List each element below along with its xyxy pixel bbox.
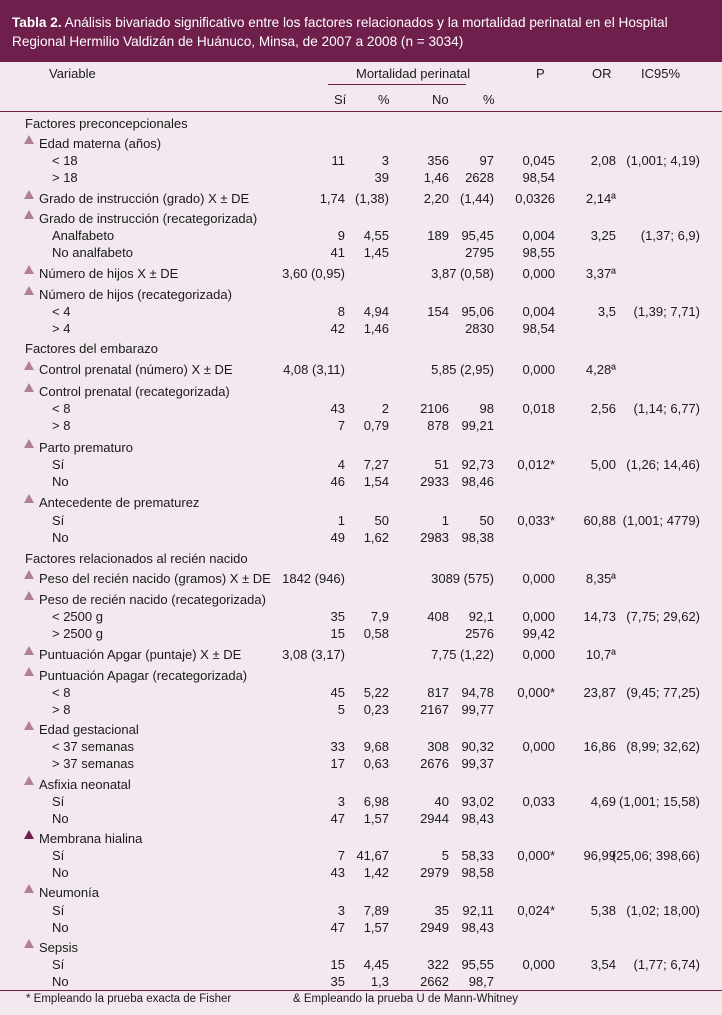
row-label: No analfabeto [52, 245, 133, 260]
cell-si: 1 [337, 513, 345, 528]
cell-no: 189 [427, 228, 449, 243]
cell-pct2: 3089 (575) [431, 571, 494, 586]
cell-p: 0,004 [522, 304, 555, 319]
cell-si: 5 [337, 702, 345, 717]
col-header-si: Sí [334, 92, 347, 107]
table-row [0, 847, 722, 864]
cell-pct1: 1,57 [363, 920, 389, 935]
cell-si: 7 [337, 848, 345, 863]
category-row [0, 591, 722, 608]
row-label: Grado de instrucción (grado) X ± DE [39, 191, 250, 206]
triangle-marker-icon [24, 830, 34, 839]
table-row [0, 227, 722, 244]
cell-ic: (1,26; 14,46) [626, 457, 700, 472]
category-row [0, 383, 722, 400]
cell-pct1: 0,79 [363, 418, 389, 433]
cell-ic: (1,001; 4779) [622, 513, 700, 528]
cell-pct1: 2 [381, 401, 389, 416]
section-row [0, 340, 722, 357]
row-label: Membrana hialina [39, 831, 143, 846]
col-header-ic: IC95% [641, 66, 681, 81]
cell-pct2: 98,43 [461, 811, 494, 826]
cell-si: 42 [330, 321, 345, 336]
col-header-p: P [536, 66, 545, 81]
cell-ic: (25,06; 398,66) [611, 848, 700, 863]
triangle-marker-icon [24, 286, 34, 295]
cell-no: 408 [427, 609, 449, 624]
cell-pct2: 95,06 [461, 304, 494, 319]
cell-si: 47 [330, 920, 345, 935]
cell-p: 0,000* [517, 848, 555, 863]
triangle-marker-icon [24, 210, 34, 219]
cell-si: 9 [337, 228, 345, 243]
cell-p: 0,033* [517, 513, 555, 528]
table-row [0, 320, 722, 337]
cell-si: 3 [337, 794, 345, 809]
row-label: Factores relacionados al recién nacido [25, 551, 248, 566]
row-label: No [52, 974, 69, 989]
cell-pct2: 95,45 [461, 228, 494, 243]
row-label: Sí [52, 513, 65, 528]
cell-or: 8,35ª [585, 571, 616, 586]
cell-ic: (1,37; 6,9) [640, 228, 700, 243]
cell-pct2: 98,58 [461, 865, 494, 880]
row-label: Antecedente de prematurez [39, 495, 200, 510]
cell-pct1: 9,68 [363, 739, 389, 754]
row-label: No [52, 474, 69, 489]
triangle-marker-icon [24, 721, 34, 730]
cell-ic: (7,75; 29,62) [626, 609, 700, 624]
cell-pct1: 7,27 [363, 457, 389, 472]
cell-pct2: 2830 [465, 321, 494, 336]
row-label: < 2500 g [52, 609, 103, 624]
category-row [0, 721, 722, 738]
category-row [0, 210, 722, 227]
cell-pct2: 7,75 (1,22) [431, 647, 494, 662]
row-label: Sepsis [39, 940, 79, 955]
cell-pct1: 6,98 [363, 794, 389, 809]
cell-pct1: 1,46 [363, 321, 389, 336]
cell-p: 0,000 [522, 266, 555, 281]
category-row [0, 939, 722, 956]
cell-si: 41 [330, 245, 345, 260]
category-row [0, 361, 722, 378]
row-label: Sí [52, 794, 65, 809]
row-label: Factores preconcepcionales [25, 116, 188, 131]
cell-pct1: (1,38) [355, 191, 389, 206]
triangle-marker-icon [24, 591, 34, 600]
cell-p: 0,0326 [515, 191, 555, 206]
cell-pct1: 4,45 [363, 957, 389, 972]
category-row [0, 135, 722, 152]
cell-p: 99,42 [522, 626, 555, 641]
table-row [0, 919, 722, 936]
row-label: Analfabeto [52, 228, 115, 243]
cell-or: 10,7ª [585, 647, 616, 662]
cell-no: 356 [427, 153, 449, 168]
table-row [0, 456, 722, 473]
cell-no: 2,20 [423, 191, 449, 206]
row-label: > 8 [52, 418, 71, 433]
cell-si: 43 [330, 401, 345, 416]
cell-pct2: 94,78 [461, 685, 494, 700]
row-label: Control prenatal (número) X ± DE [39, 362, 233, 377]
triangle-marker-icon [24, 190, 34, 199]
cell-si: 43 [330, 865, 345, 880]
col-header-pct-si: % [378, 92, 390, 107]
cell-si: 4,08 (3,11) [283, 362, 345, 377]
cell-no: 51 [434, 457, 449, 472]
row-label: Edad materna (años) [39, 136, 162, 151]
row-label: > 4 [52, 321, 71, 336]
cell-p: 0,000* [517, 685, 555, 700]
cell-si: 7 [337, 418, 345, 433]
cell-pct1: 1,57 [363, 811, 389, 826]
cell-or: 2,08 [590, 153, 616, 168]
row-label: < 37 semanas [52, 739, 135, 754]
cell-pct2: 3,87 (0,58) [431, 266, 494, 281]
cell-p: 0,033 [522, 794, 555, 809]
cell-pct1: 39 [374, 170, 389, 185]
cell-or: 4,69 [590, 794, 616, 809]
row-label: > 18 [52, 170, 78, 185]
cell-p: 0,045 [522, 153, 555, 168]
cell-or: 96,99 [583, 848, 616, 863]
cell-pct2: 98 [479, 401, 494, 416]
table-row [0, 956, 722, 973]
table-row [0, 701, 722, 718]
cell-pct2: 99,37 [461, 756, 494, 771]
table-row [0, 244, 722, 261]
cell-no: 154 [427, 304, 449, 319]
cell-no: 1,46 [423, 170, 449, 185]
triangle-marker-icon [24, 383, 34, 392]
cell-no: 40 [434, 794, 449, 809]
cell-si: 3 [337, 903, 345, 918]
cell-p: 0,024* [517, 903, 555, 918]
col-header-pct-no: % [483, 92, 495, 107]
cell-si: 35 [330, 609, 345, 624]
cell-pct2: 2795 [465, 245, 494, 260]
cell-si: 3,08 (3,17) [282, 647, 345, 662]
category-row [0, 884, 722, 901]
cell-si: 17 [330, 756, 345, 771]
category-row [0, 265, 722, 282]
cell-pct1: 3 [381, 153, 389, 168]
table-row [0, 755, 722, 772]
cell-pct1: 0,58 [363, 626, 389, 641]
triangle-marker-icon [24, 265, 34, 274]
row-label: Grado de instrucción (recategorizada) [39, 211, 258, 226]
cell-or: 60,88 [583, 513, 616, 528]
triangle-marker-icon [24, 939, 34, 948]
table-row [0, 473, 722, 490]
row-label: > 2500 g [52, 626, 103, 641]
cell-si: 33 [330, 739, 345, 754]
table-row [0, 793, 722, 810]
cell-pct2: 90,32 [461, 739, 494, 754]
cell-si: 1,74 [319, 191, 345, 206]
col-header-variable: Variable [49, 66, 96, 81]
cell-no: 878 [427, 418, 449, 433]
row-label: Sí [52, 957, 65, 972]
category-row [0, 494, 722, 511]
cell-p: 98,54 [522, 170, 555, 185]
row-label: Sí [52, 457, 65, 472]
triangle-marker-icon [24, 776, 34, 785]
row-label: < 4 [52, 304, 71, 319]
triangle-marker-icon [24, 884, 34, 893]
table-row [0, 973, 722, 990]
cell-pct2: 98,43 [461, 920, 494, 935]
row-label: Peso de recién nacido (recategorizada) [39, 592, 266, 607]
cell-ic: (1,001; 15,58) [619, 794, 700, 809]
cell-si: 15 [330, 957, 345, 972]
triangle-marker-icon [24, 361, 34, 370]
cell-si: 45 [330, 685, 345, 700]
cell-no: 2662 [420, 974, 449, 989]
cell-pct2: 93,02 [461, 794, 494, 809]
cell-ic: (1,02; 18,00) [626, 903, 700, 918]
cell-no: 2983 [420, 530, 449, 545]
cell-or: 2,56 [590, 401, 616, 416]
table-row [0, 625, 722, 642]
cell-p: 98,54 [522, 321, 555, 336]
cell-no: 2676 [420, 756, 449, 771]
cell-or: 14,73 [583, 609, 616, 624]
table-row [0, 512, 722, 529]
triangle-marker-icon [24, 646, 34, 655]
cell-pct2: 98,38 [461, 530, 494, 545]
col-header-group: Mortalidad perinatal [356, 66, 471, 81]
category-row [0, 667, 722, 684]
cell-no: 2106 [420, 401, 449, 416]
row-label: Número de hijos (recategorizada) [39, 287, 232, 302]
row-label: Puntuación Apgar (puntaje) X ± DE [39, 647, 242, 662]
table-row [0, 864, 722, 881]
triangle-marker-icon [24, 494, 34, 503]
cell-no: 308 [427, 739, 449, 754]
category-row [0, 776, 722, 793]
row-label: Sí [52, 903, 65, 918]
cell-pct2: 92,73 [461, 457, 494, 472]
cell-no: 1 [441, 513, 449, 528]
cell-pct2: 92,1 [468, 609, 494, 624]
row-label: Puntuación Apagar (recategorizada) [39, 668, 248, 683]
cell-si: 8 [337, 304, 345, 319]
cell-pct1: 4,94 [363, 304, 389, 319]
row-label: Asfixia neonatal [39, 777, 131, 792]
cell-pct2: 50 [479, 513, 494, 528]
cell-or: 3,25 [590, 228, 616, 243]
table-row [0, 169, 722, 186]
table-row [0, 810, 722, 827]
cell-pct1: 50 [374, 513, 389, 528]
cell-si: 11 [331, 153, 345, 168]
triangle-marker-icon [24, 135, 34, 144]
cell-pct1: 7,9 [370, 609, 389, 624]
row-label: No [52, 530, 69, 545]
row-label: < 8 [52, 401, 71, 416]
category-row [0, 286, 722, 303]
row-label: Factores del embarazo [25, 341, 158, 356]
cell-si: 4 [337, 457, 345, 472]
cell-si: 49 [330, 530, 345, 545]
cell-pct1: 1,54 [363, 474, 389, 489]
row-label: No [52, 811, 69, 826]
cell-or: 3,37ª [585, 266, 616, 281]
category-row [0, 190, 722, 207]
cell-pct2: 92,11 [462, 903, 494, 918]
cell-pct1: 1,3 [370, 974, 389, 989]
cell-pct1: 5,22 [363, 685, 389, 700]
cell-or: 3,5 [597, 304, 616, 319]
cell-pct2: 98,7 [468, 974, 494, 989]
cell-no: 2944 [420, 811, 449, 826]
cell-si: 46 [330, 474, 345, 489]
cell-ic: (8,99; 32,62) [626, 739, 700, 754]
row-label: Sí [52, 848, 65, 863]
cell-no: 817 [427, 685, 449, 700]
cell-p: 0,000 [522, 647, 555, 662]
table-row [0, 684, 722, 701]
cell-ic: (1,39; 7,71) [633, 304, 700, 319]
cell-pct1: 1,45 [363, 245, 389, 260]
cell-or: 4,28ª [585, 362, 616, 377]
cell-no: 2167 [420, 702, 449, 717]
table-row [0, 529, 722, 546]
cell-p: 0,000 [522, 571, 555, 586]
cell-p: 0,012* [517, 457, 555, 472]
footnote-mann-whitney: & Empleando la prueba U de Mann-Whitney [293, 993, 519, 1005]
cell-p: 0,000 [522, 739, 555, 754]
row-label: < 8 [52, 685, 71, 700]
cell-pct2: 97 [479, 153, 494, 168]
row-label: > 8 [52, 702, 71, 717]
cell-pct1: 41,67 [356, 848, 389, 863]
cell-ic: (1,001; 4,19) [626, 153, 700, 168]
cell-p: 98,55 [522, 245, 555, 260]
section-row [0, 115, 722, 132]
cell-no: 5 [441, 848, 449, 863]
cell-no: 35 [434, 903, 449, 918]
table-row [0, 902, 722, 919]
cell-pct2: 5,85 (2,95) [431, 362, 494, 377]
category-row [0, 646, 722, 663]
cell-or: 2,14ª [585, 191, 616, 206]
col-header-or: OR [592, 66, 612, 81]
cell-pct2: 2628 [465, 170, 494, 185]
cell-p: 0,004 [522, 228, 555, 243]
footnote-fisher: * Empleando la prueba exacta de Fisher [26, 993, 232, 1005]
cell-ic: (1,77; 6,74) [633, 957, 700, 972]
cell-pct2: 58,33 [461, 848, 494, 863]
row-label: Edad gestacional [39, 722, 139, 737]
table-row [0, 738, 722, 755]
category-row [0, 439, 722, 456]
table-row [0, 417, 722, 434]
table-row [0, 152, 722, 169]
section-row [0, 550, 722, 567]
cell-si: 15 [330, 626, 345, 641]
cell-pct2: 99,77 [461, 702, 494, 717]
cell-pct1: 7,89 [363, 903, 389, 918]
table-row [0, 400, 722, 417]
cell-pct1: 0,23 [363, 702, 389, 717]
triangle-marker-icon [24, 667, 34, 676]
cell-pct2: 95,55 [461, 957, 494, 972]
category-row [0, 570, 722, 587]
triangle-marker-icon [24, 439, 34, 448]
row-label: No [52, 865, 69, 880]
cell-no: 322 [427, 957, 449, 972]
cell-ic: (1,14; 6,77) [633, 401, 700, 416]
cell-pct2: 98,46 [461, 474, 494, 489]
cell-si: 35 [330, 974, 345, 989]
cell-or: 5,00 [590, 457, 616, 472]
row-label: Número de hijos X ± DE [39, 266, 179, 281]
cell-or: 16,86 [583, 739, 616, 754]
cell-pct1: 1,62 [363, 530, 389, 545]
footer-rule [0, 990, 722, 991]
cell-pct1: 4,55 [363, 228, 389, 243]
cell-si: 3,60 (0,95) [282, 266, 345, 281]
cell-p: 0,000 [522, 362, 555, 377]
table-row [0, 608, 722, 625]
row-label: > 37 semanas [52, 756, 135, 771]
cell-or: 5,38 [590, 903, 616, 918]
table-row [0, 303, 722, 320]
cell-no: 2979 [420, 865, 449, 880]
row-label: Parto prematuro [39, 440, 133, 455]
cell-p: 0,018 [522, 401, 555, 416]
cell-pct2: 99,21 [461, 418, 494, 433]
caption-label: Tabla 2. [12, 15, 62, 30]
triangle-marker-icon [24, 570, 34, 579]
cell-no: 2949 [420, 920, 449, 935]
caption-text: Análisis bivariado significativo entre los factores relacionados y la mortalidad perinatal en el Hospital Regional Hermilio Valdizán de Huánuco, Minsa, de 2007 a 2008 (n = 3034) [12, 15, 668, 49]
cell-pct1: 0,63 [363, 756, 389, 771]
cell-ic: (9,45; 77,25) [626, 685, 700, 700]
row-label: No [52, 920, 69, 935]
cell-p: 0,000 [522, 957, 555, 972]
cell-si: 47 [330, 811, 345, 826]
row-label: < 18 [52, 153, 78, 168]
cell-pct2: (1,44) [460, 191, 494, 206]
cell-p: 0,000 [522, 609, 555, 624]
cell-si: 1842 (946) [282, 571, 345, 586]
cell-or: 3,54 [590, 957, 616, 972]
row-label: Neumonía [39, 885, 99, 900]
row-label: Peso del recién nacido (gramos) X ± DE [39, 571, 271, 586]
row-label: Control prenatal (recategorizada) [39, 384, 230, 399]
cell-pct1: 1,42 [363, 865, 389, 880]
col-header-no: No [432, 92, 449, 107]
cell-or: 23,87 [583, 685, 616, 700]
cell-no: 2933 [420, 474, 449, 489]
category-row [0, 830, 722, 847]
cell-pct2: 2576 [465, 626, 494, 641]
